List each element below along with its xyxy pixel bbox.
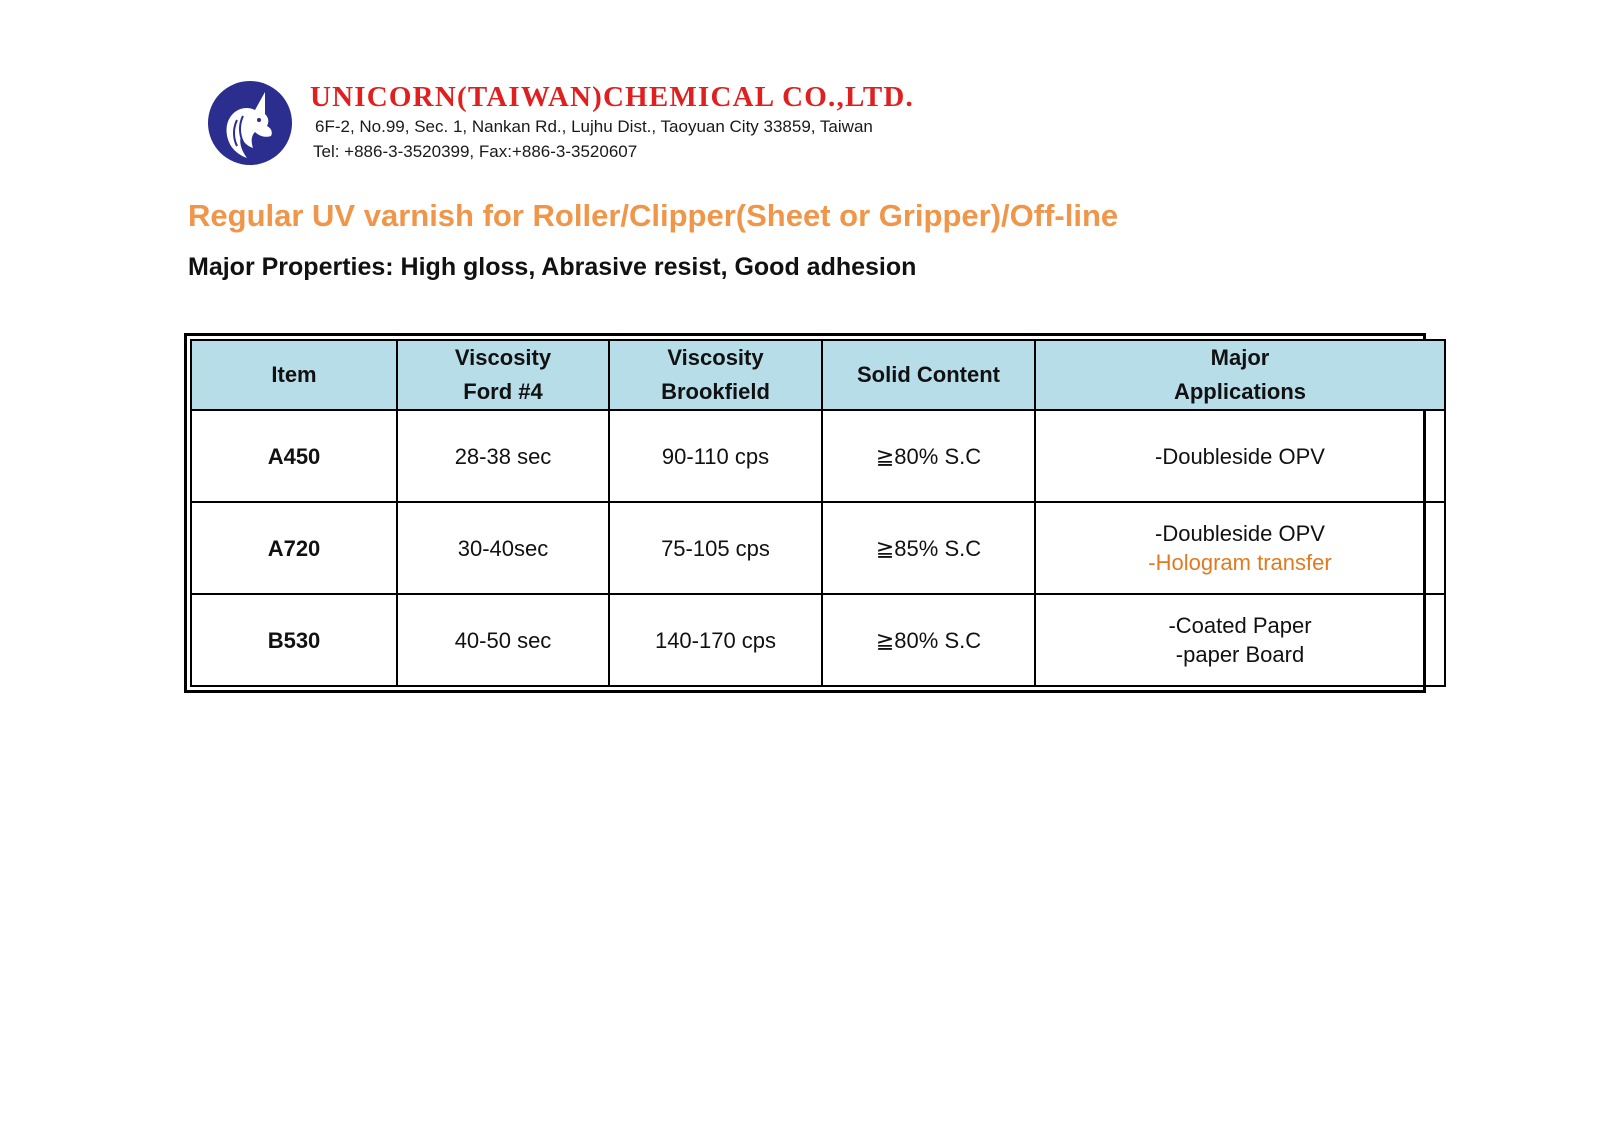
table-row [191, 502, 1445, 594]
company-address: 6F-2, No.99, Sec. 1, Nankan Rd., Lujhu Dist., Taoyuan City 33859, Taiwan [315, 117, 873, 136]
table-header-row [191, 340, 1445, 410]
header-item-label: Item [271, 362, 317, 387]
header-major-applications [1035, 340, 1445, 410]
document-subtitle: Major Properties: High gloss, Abrasive resist, Good adhesion [188, 253, 917, 281]
cell-viscosity-ford: 30-40sec [397, 502, 609, 594]
letterhead [207, 80, 1027, 170]
header-viscosity-ford [397, 340, 609, 410]
cell-viscosity-ford: 28-38 sec [397, 410, 609, 502]
application-entry-highlighted: -Hologram transfer [1148, 550, 1332, 575]
cell-solid-content: ≧80% S.C [822, 410, 1035, 502]
cell-item: A720 [191, 502, 397, 594]
cell-viscosity-brookfield: 140-170 cps [609, 594, 822, 686]
cell-solid-content: ≧80% S.C [822, 594, 1035, 686]
application-entry: -paper Board [1175, 642, 1305, 667]
cell-applications [1035, 502, 1445, 594]
company-name: UNICORN(TAIWAN)CHEMICAL CO.,LTD. [310, 81, 914, 113]
table-row [191, 410, 1445, 502]
cell-viscosity-brookfield: 90-110 cps [609, 410, 822, 502]
cell-solid-content: ≧85% S.C [822, 502, 1035, 594]
header-ford-line2: Ford #4 [463, 379, 543, 404]
header-solid-label: Solid Content [857, 362, 1000, 387]
spec-table-frame [184, 333, 1426, 693]
application-entry: -Coated Paper [1168, 613, 1312, 638]
spec-table [190, 339, 1446, 687]
header-brookfield-line1: Viscosity [667, 345, 764, 370]
header-solid-content [822, 340, 1035, 410]
cell-item: B530 [191, 594, 397, 686]
table-row [191, 594, 1445, 686]
header-ford-line1: Viscosity [454, 345, 552, 370]
header-viscosity-brookfield [609, 340, 822, 410]
header-brookfield-line2: Brookfield [661, 379, 770, 404]
application-entry: -Doubleside OPV [1155, 443, 1325, 469]
header-item [191, 340, 397, 410]
cell-viscosity-brookfield: 75-105 cps [609, 502, 822, 594]
cell-applications [1035, 594, 1445, 686]
company-contact: Tel: +886-3-3520399, Fax:+886-3-3520607 [313, 142, 638, 161]
header-applications-line1: Major [1210, 345, 1270, 370]
header-applications-line2: Applications [1173, 379, 1306, 404]
unicorn-logo-icon [207, 80, 293, 166]
cell-item: A450 [191, 410, 397, 502]
application-entry: -Doubleside OPV [1155, 521, 1325, 546]
document-title: Regular UV varnish for Roller/Clipper(Sheet or Gripper)/Off-line [188, 198, 1119, 233]
cell-viscosity-ford: 40-50 sec [397, 594, 609, 686]
cell-applications [1035, 410, 1445, 502]
